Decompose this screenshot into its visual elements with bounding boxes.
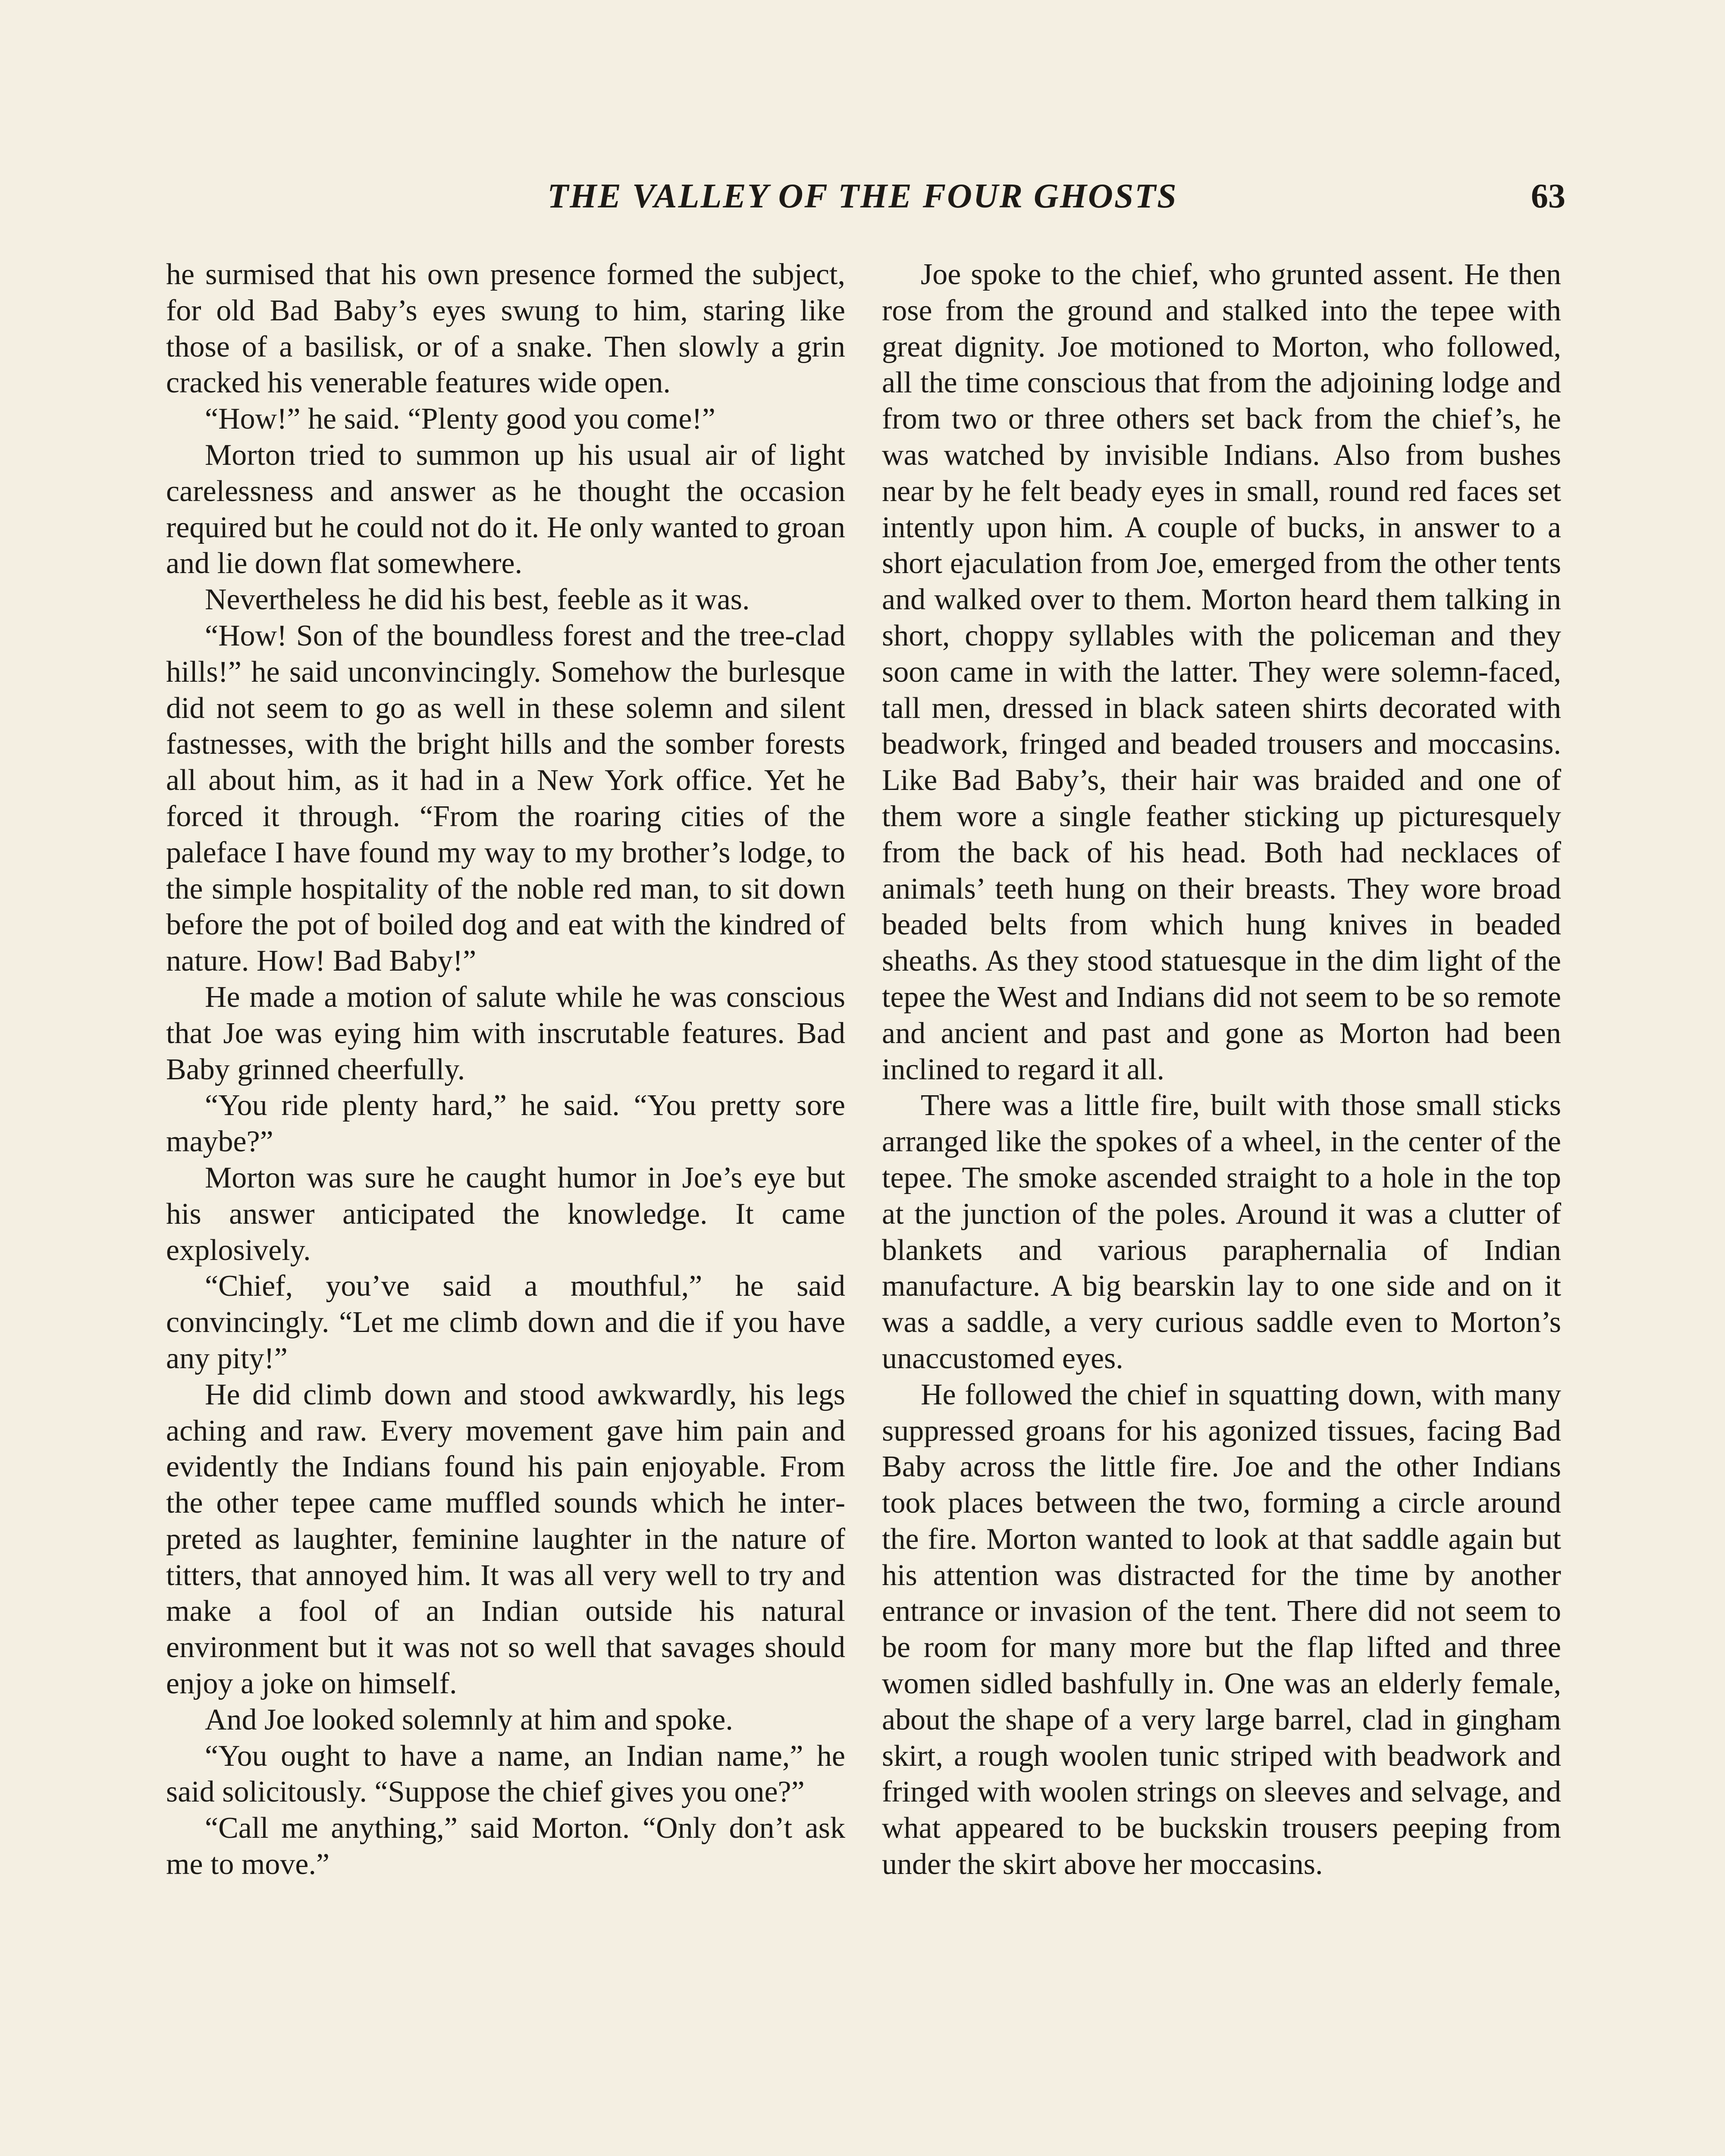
- paragraph: He made a motion of salute while he was conscious that Joe was eying him with inscrutable features. Bad Baby grinned cheerfully.: [166, 980, 845, 1086]
- running-title: THE VALLEY OF THE FOUR GHOSTS: [547, 177, 1178, 215]
- paragraph: Morton tried to summon up his usual air of light carelessness and answer as he thought the occasion required but he could not do it. He only wanted to groan and lie down flat somewhere.: [166, 438, 845, 580]
- page-number: 63: [1531, 177, 1565, 215]
- paragraph: He did climb down and stood awkwardly, his legs aching and raw. Every movement gave him pain and evidently the Indians found his pain enjoyable. From the other tepee came muffled sounds which he interpreted as laughter, feminine laughter in the nature of titters, that annoyed him. It was all very well to try and make a fool of an Indian outside his natural environment but it was not so well that savages should enjoy a joke on himself.: [166, 1378, 845, 1701]
- paragraph: He followed the chief in squatting down, with many suppressed groans for his agonized tissues, facing Bad Baby across the little fire. Joe and the other Indians took places between the two, forming a circle around the fire. Morton wanted to look at that saddle again but his attention was distracted for the time by another entrance or invasion of the tent. There did not seem to be room for many more but the flap lifted and three women sidled bashfully in. One was an elderly female, about the shape of a very large barrel, clad in gingham skirt, a rough woolen tunic striped with beadwork and fringed with woolen strings on sleeves and selvage, and what appeared to be buckskin trousers peeping from under the skirt above her moccasins.: [882, 1378, 1561, 1881]
- paragraph: “You ought to have a name, an Indian name,” he said solicitously. “Suppose the chief gives you one?”: [166, 1739, 845, 1809]
- paragraph: “How!” he said. “Plenty good you come!”: [205, 402, 715, 436]
- paragraph: There was a little fire, built with those small sticks arranged like the spokes of a wheel, in the center of the tepee. The smoke ascended straight to a hole in the top at the junction of the poles. Around it was a clutter of blankets and various paraphernalia of Indian manufacture. A big bearskin lay to one side and on it was a saddle, a very curious saddle even to Morton’s unaccustomed eyes.: [882, 1089, 1561, 1375]
- paragraph: And Joe looked solemnly at him and spoke.: [205, 1703, 733, 1736]
- paragraph: Nevertheless he did his best, feeble as it was.: [205, 583, 750, 617]
- paragraph: “How! Son of the boundless forest and the tree-clad hills!” he said unconvincingly. Somehow the burlesque did not seem to go as well in these solemn and silent fastnesses, with the bright hills and the somber forests all about him, as it had in a New York office. Yet he forced it through. “From the roaring cities of the paleface I have found my way to my brother’s lodge, to the simple hospitality of the noble red man, to sit down before the pot of boiled dog and eat with the kindred of nature. How! Bad Baby!”: [166, 619, 845, 978]
- right-column: [882, 257, 1561, 1883]
- paragraph: Joe spoke to the chief, who grunted assent. He then rose from the ground and stalked into the tepee with great dignity. Joe motioned to Morton, who followed, all the time conscious that from the adjoining lodge and from two or three others set back from the chief’s, he was watched by invisible Indians. Also from bushes near by he felt beady eyes in small, round red faces set intently upon him. A couple of bucks, in answer to a short ejaculation from Joe, emerged from the other tents and walked over to them. Morton heard them talking in short, choppy syllables with the policeman and they soon came in with the latter. They were solemn-faced, tall men, dressed in black sateen shirts decorated with beadwork, fringed and beaded trousers and moccasins. Like Bad Baby’s, their hair was braided and one of them wore a single feather sticking up picturesquely from the back of his head. Both had necklaces of animals’ teeth hung on their breasts. They wore broad beaded belts from which hung knives in beaded sheaths. As they stood statuesque in the dim light of the tepee the West and Indians did not seem to be so remote and ancient and past and gone as Morton had been inclined to regard it all.: [882, 258, 1561, 1086]
- paragraph: Morton was sure he caught humor in Joe’s eye but his answer anticipated the knowledge. It came explosively.: [166, 1161, 845, 1267]
- paragraph: he surmised that his own presence formed the subject, for old Bad Baby’s eyes swung to him, staring like those of a basilisk, or of a snake. Then slowly a grin cracked his venerable features wide open.: [166, 258, 845, 400]
- paragraph: “You ride plenty hard,” he said. “You pretty sore maybe?”: [166, 1089, 845, 1159]
- left-column: [166, 257, 845, 1883]
- paragraph: “Call me anything,” said Morton. “Only don’t ask me to move.”: [166, 1811, 845, 1881]
- paragraph: “Chief, you’ve said a mouthful,” he said convincingly. “Let me climb down and die if you have any pity!”: [166, 1269, 845, 1375]
